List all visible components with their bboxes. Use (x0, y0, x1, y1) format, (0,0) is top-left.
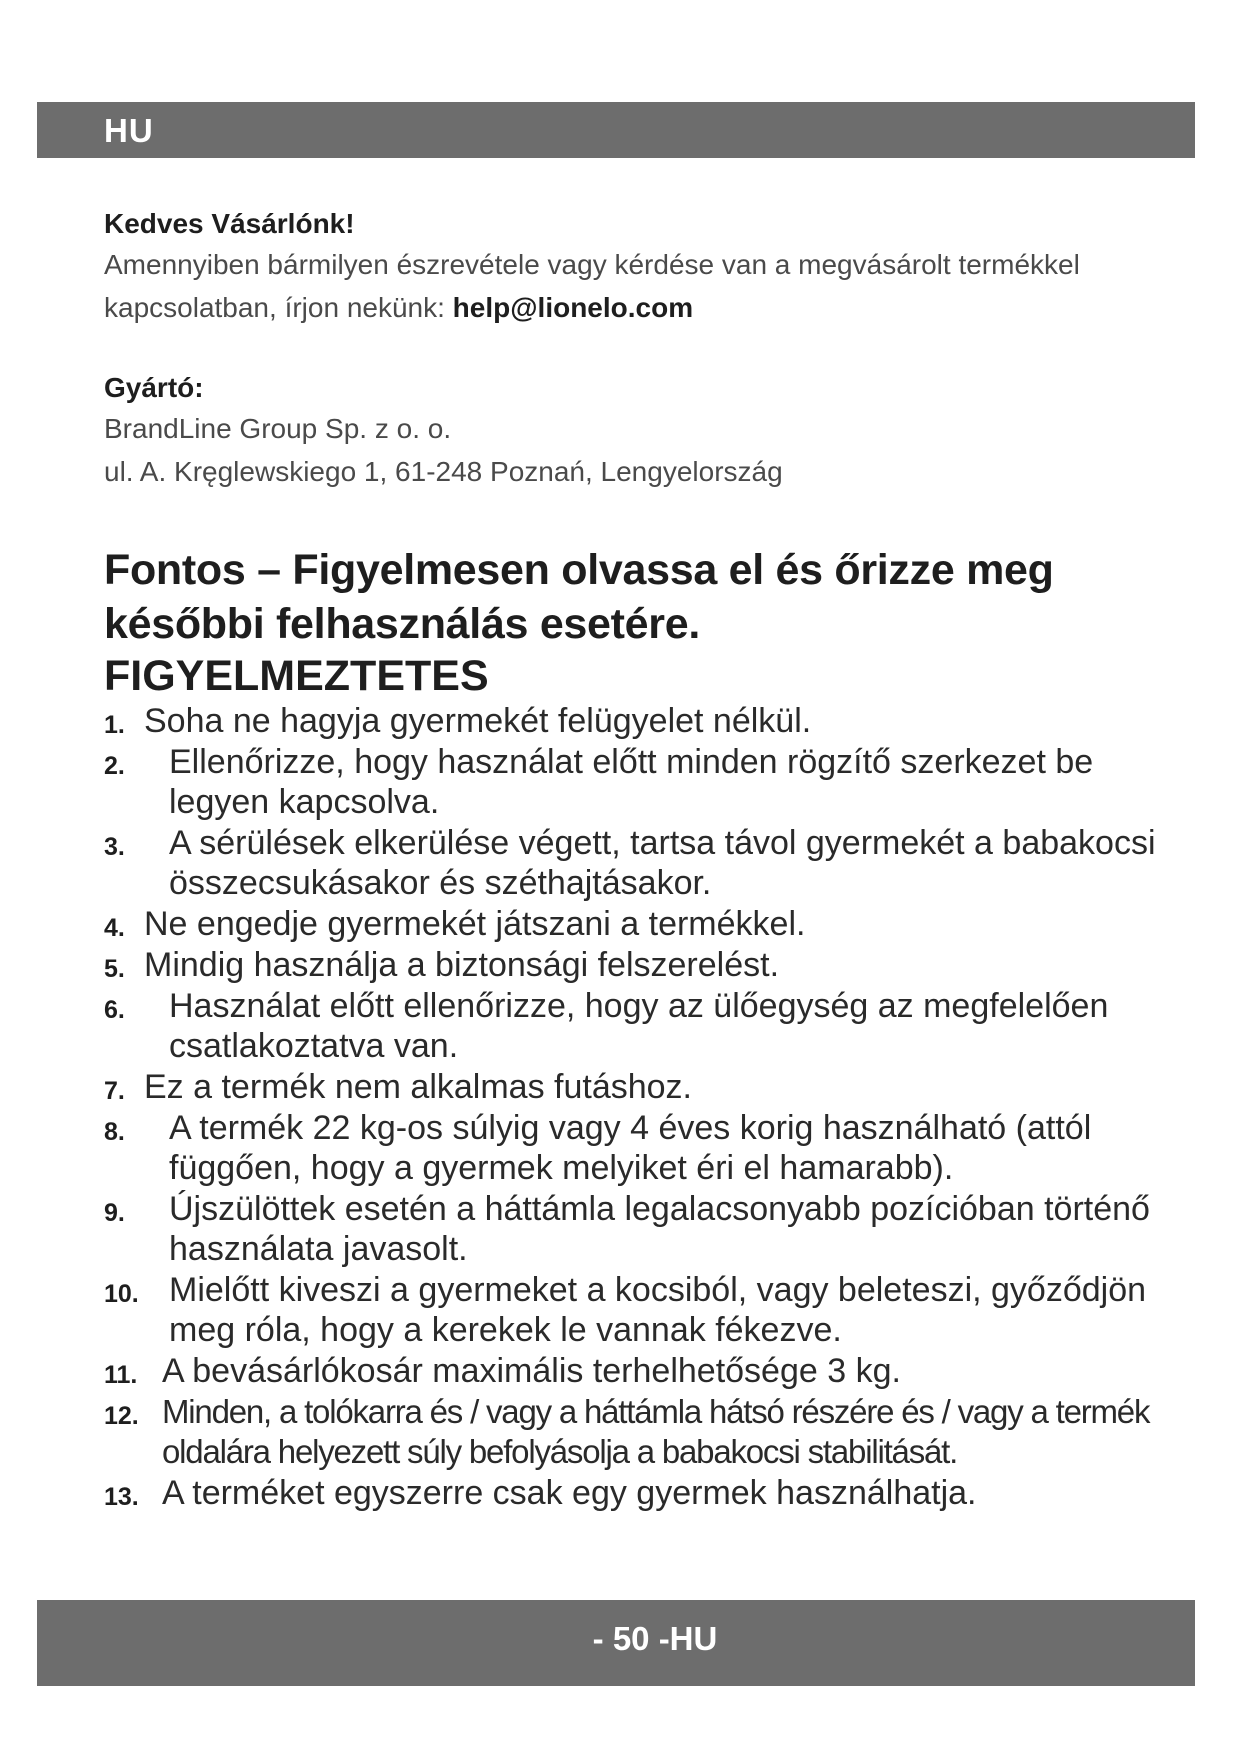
list-item (104, 986, 1194, 1066)
warning-title: FIGYELMEZTETES (104, 652, 489, 700)
list-item (104, 945, 1194, 985)
list-item-text: Ez a termék nem alkalmas futáshoz. (144, 1068, 693, 1106)
list-item (104, 742, 1194, 822)
list-item-text: Ne engedje gyermekét játszani a termékkel. (144, 905, 806, 943)
footer-band (37, 1600, 1195, 1686)
list-item (104, 1067, 1194, 1107)
list-item-number: 8. (104, 1118, 125, 1146)
page-number: - 50 -HU (592, 1620, 718, 1657)
language-code: HU (104, 112, 154, 149)
heading-line2: későbbi felhasználás esetére. (104, 600, 700, 648)
manufacturer-name: BrandLine Group Sp. z o. o. (104, 413, 452, 444)
list-item-number: 4. (104, 914, 125, 942)
list-item-text: A sérülések elkerülése végett, tartsa távol gyermekét a babakocsi összecsukásakor és széthajtásakor. (169, 824, 1156, 902)
list-item-text: Ellenőrizze, hogy használat előtt minden rögzítő szerkezet be legyen kapcsolva. (169, 743, 1094, 821)
manufacturer-address: ul. A. Kręglewskiego 1, 61-248 Poznań, Lengyelország (104, 456, 783, 487)
list-item (104, 904, 1194, 944)
list-item (104, 1108, 1194, 1188)
greeting: Kedves Vásárlónk! (104, 208, 355, 239)
list-item-text: Minden, a tolókarra és / vagy a háttámla hátsó részére és / vagy a termék oldalára helyezett súly befolyásolja a babakocsi stabilitását. (162, 1393, 1150, 1470)
manufacturer-label: Gyártó: (104, 372, 204, 403)
list-item-number: 3. (104, 833, 125, 861)
list-item-text: A terméket egyszerre csak egy gyermek használhatja. (162, 1474, 977, 1512)
list-item (104, 1392, 1194, 1472)
page-content (104, 205, 1194, 1514)
list-item (104, 1351, 1194, 1391)
list-item-number: 10. (104, 1280, 139, 1308)
contact-text-line2 (104, 286, 1194, 329)
support-email: help@lionelo.com (452, 292, 694, 323)
list-item-number: 9. (104, 1199, 125, 1227)
list-item-number: 12. (104, 1402, 139, 1430)
header-band (37, 102, 1195, 158)
list-item-text: A bevásárlókosár maximális terhelhetősége 3 kg. (162, 1352, 901, 1390)
list-item-text: Mindig használja a biztonsági felszerelést. (144, 946, 780, 984)
list-item-text: Használat előtt ellenőrizze, hogy az ülőegység az megfelelően csatlakoztatva van. (169, 987, 1109, 1065)
list-item-number: 1. (104, 711, 125, 739)
list-item (104, 701, 1194, 741)
list-item-number: 2. (104, 752, 125, 780)
list-item-number: 13. (104, 1483, 139, 1511)
list-item-text: A termék 22 kg-os súlyig vagy 4 éves korig használható (attól függően, hogy a gyermek melyiket éri el hamarabb). (169, 1109, 1092, 1187)
warning-list (104, 701, 1194, 1513)
list-item-text: Mielőtt kiveszi a gyermeket a kocsiból, vagy beleteszi, győződjön meg róla, hogy a kerekek le vannak fékezve. (169, 1271, 1147, 1349)
list-item-number: 6. (104, 996, 125, 1024)
heading-line1: Fontos – Figyelmesen olvassa el és őrizze meg (104, 546, 1054, 594)
contact-text-prefix: kapcsolatban, írjon nekünk: (104, 292, 453, 323)
list-item-number: 11. (104, 1361, 138, 1389)
list-item (104, 1189, 1194, 1269)
contact-text-line1: Amennyiben bármilyen észrevétele vagy kérdése van a megvásárolt termékkel (104, 249, 1080, 280)
list-item (104, 1473, 1194, 1513)
list-item-number: 5. (104, 955, 125, 983)
list-item (104, 1270, 1194, 1350)
list-item-text: Soha ne hagyja gyermekét felügyelet nélkül. (144, 702, 812, 740)
list-item (104, 823, 1194, 903)
list-item-text: Újszülöttek esetén a háttámla legalacsonyabb pozícióban történő használata javasolt. (169, 1190, 1150, 1268)
list-item-number: 7. (104, 1077, 125, 1105)
